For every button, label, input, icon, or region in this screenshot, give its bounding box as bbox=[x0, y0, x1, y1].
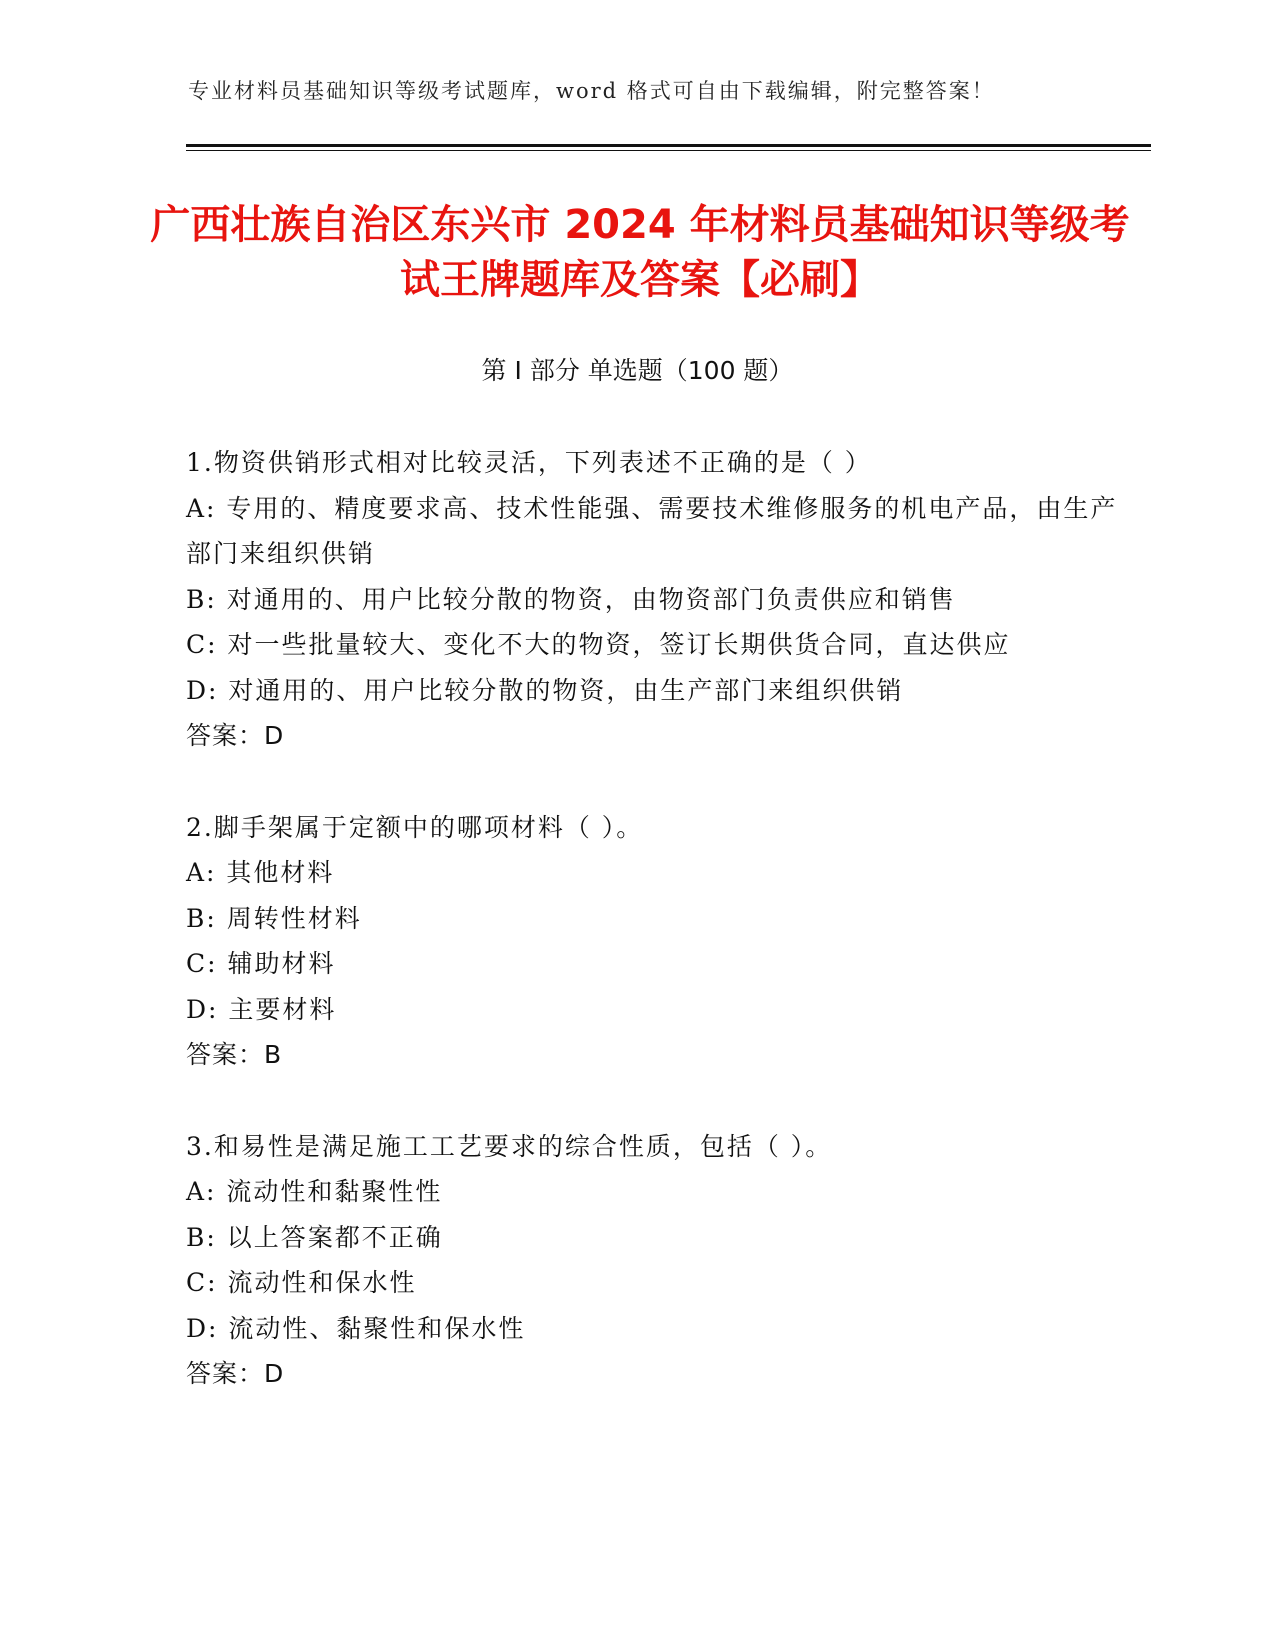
question-stem: 2.脚手架属于定额中的哪项材料（ ）。 bbox=[186, 812, 644, 842]
question-1 bbox=[186, 440, 1126, 759]
answer: 答案：D bbox=[186, 721, 285, 750]
option-c: C: 流动性和保水性 bbox=[186, 1268, 417, 1297]
option-a: A: 其他材料 bbox=[186, 858, 335, 887]
question-list bbox=[186, 440, 1126, 1443]
answer: 答案：D bbox=[186, 1359, 285, 1388]
answer: 答案：B bbox=[186, 1040, 283, 1069]
option-b: B: 周转性材料 bbox=[186, 903, 362, 933]
option-a: A: 专用的、精度要求高、技术性能强、需要技术维修服务的机电产品，由生产部门来组织供销 bbox=[186, 493, 1118, 568]
header-divider-thin bbox=[186, 150, 1151, 151]
option-a: A: 流动性和黏聚性性 bbox=[186, 1177, 443, 1206]
question-stem: 1.物资供销形式相对比较灵活，下列表述不正确的是（ ） bbox=[186, 448, 872, 477]
header-divider-thick bbox=[186, 144, 1151, 147]
option-c: C: 对一些批量较大、变化不大的物资，签订长期供货合同，直达供应 bbox=[186, 630, 1011, 659]
option-c: C: 辅助材料 bbox=[186, 949, 336, 978]
option-b: B: 对通用的、用户比较分散的物资，由物资部门负责供应和销售 bbox=[186, 584, 956, 614]
question-3 bbox=[186, 1124, 1126, 1397]
question-2 bbox=[186, 805, 1126, 1078]
option-b: B: 以上答案都不正确 bbox=[186, 1222, 443, 1252]
header-note: 专业材料员基础知识等级考试题库，word 格式可自由下载编辑，附完整答案！ bbox=[188, 79, 995, 103]
question-stem: 3.和易性是满足施工工艺要求的综合性质，包括（ ）。 bbox=[186, 1131, 833, 1161]
option-d: D: 流动性、黏聚性和保水性 bbox=[186, 1313, 526, 1343]
document-title: 广西壮族自治区东兴市 2024 年材料员基础知识等级考试王牌题库及答案【必刷】 bbox=[150, 202, 1130, 303]
option-d: D: 主要材料 bbox=[186, 994, 337, 1024]
section-heading: 第 I 部分 单选题（100 题） bbox=[481, 356, 794, 385]
option-d: D: 对通用的、用户比较分散的物资，由生产部门来组织供销 bbox=[186, 675, 904, 705]
